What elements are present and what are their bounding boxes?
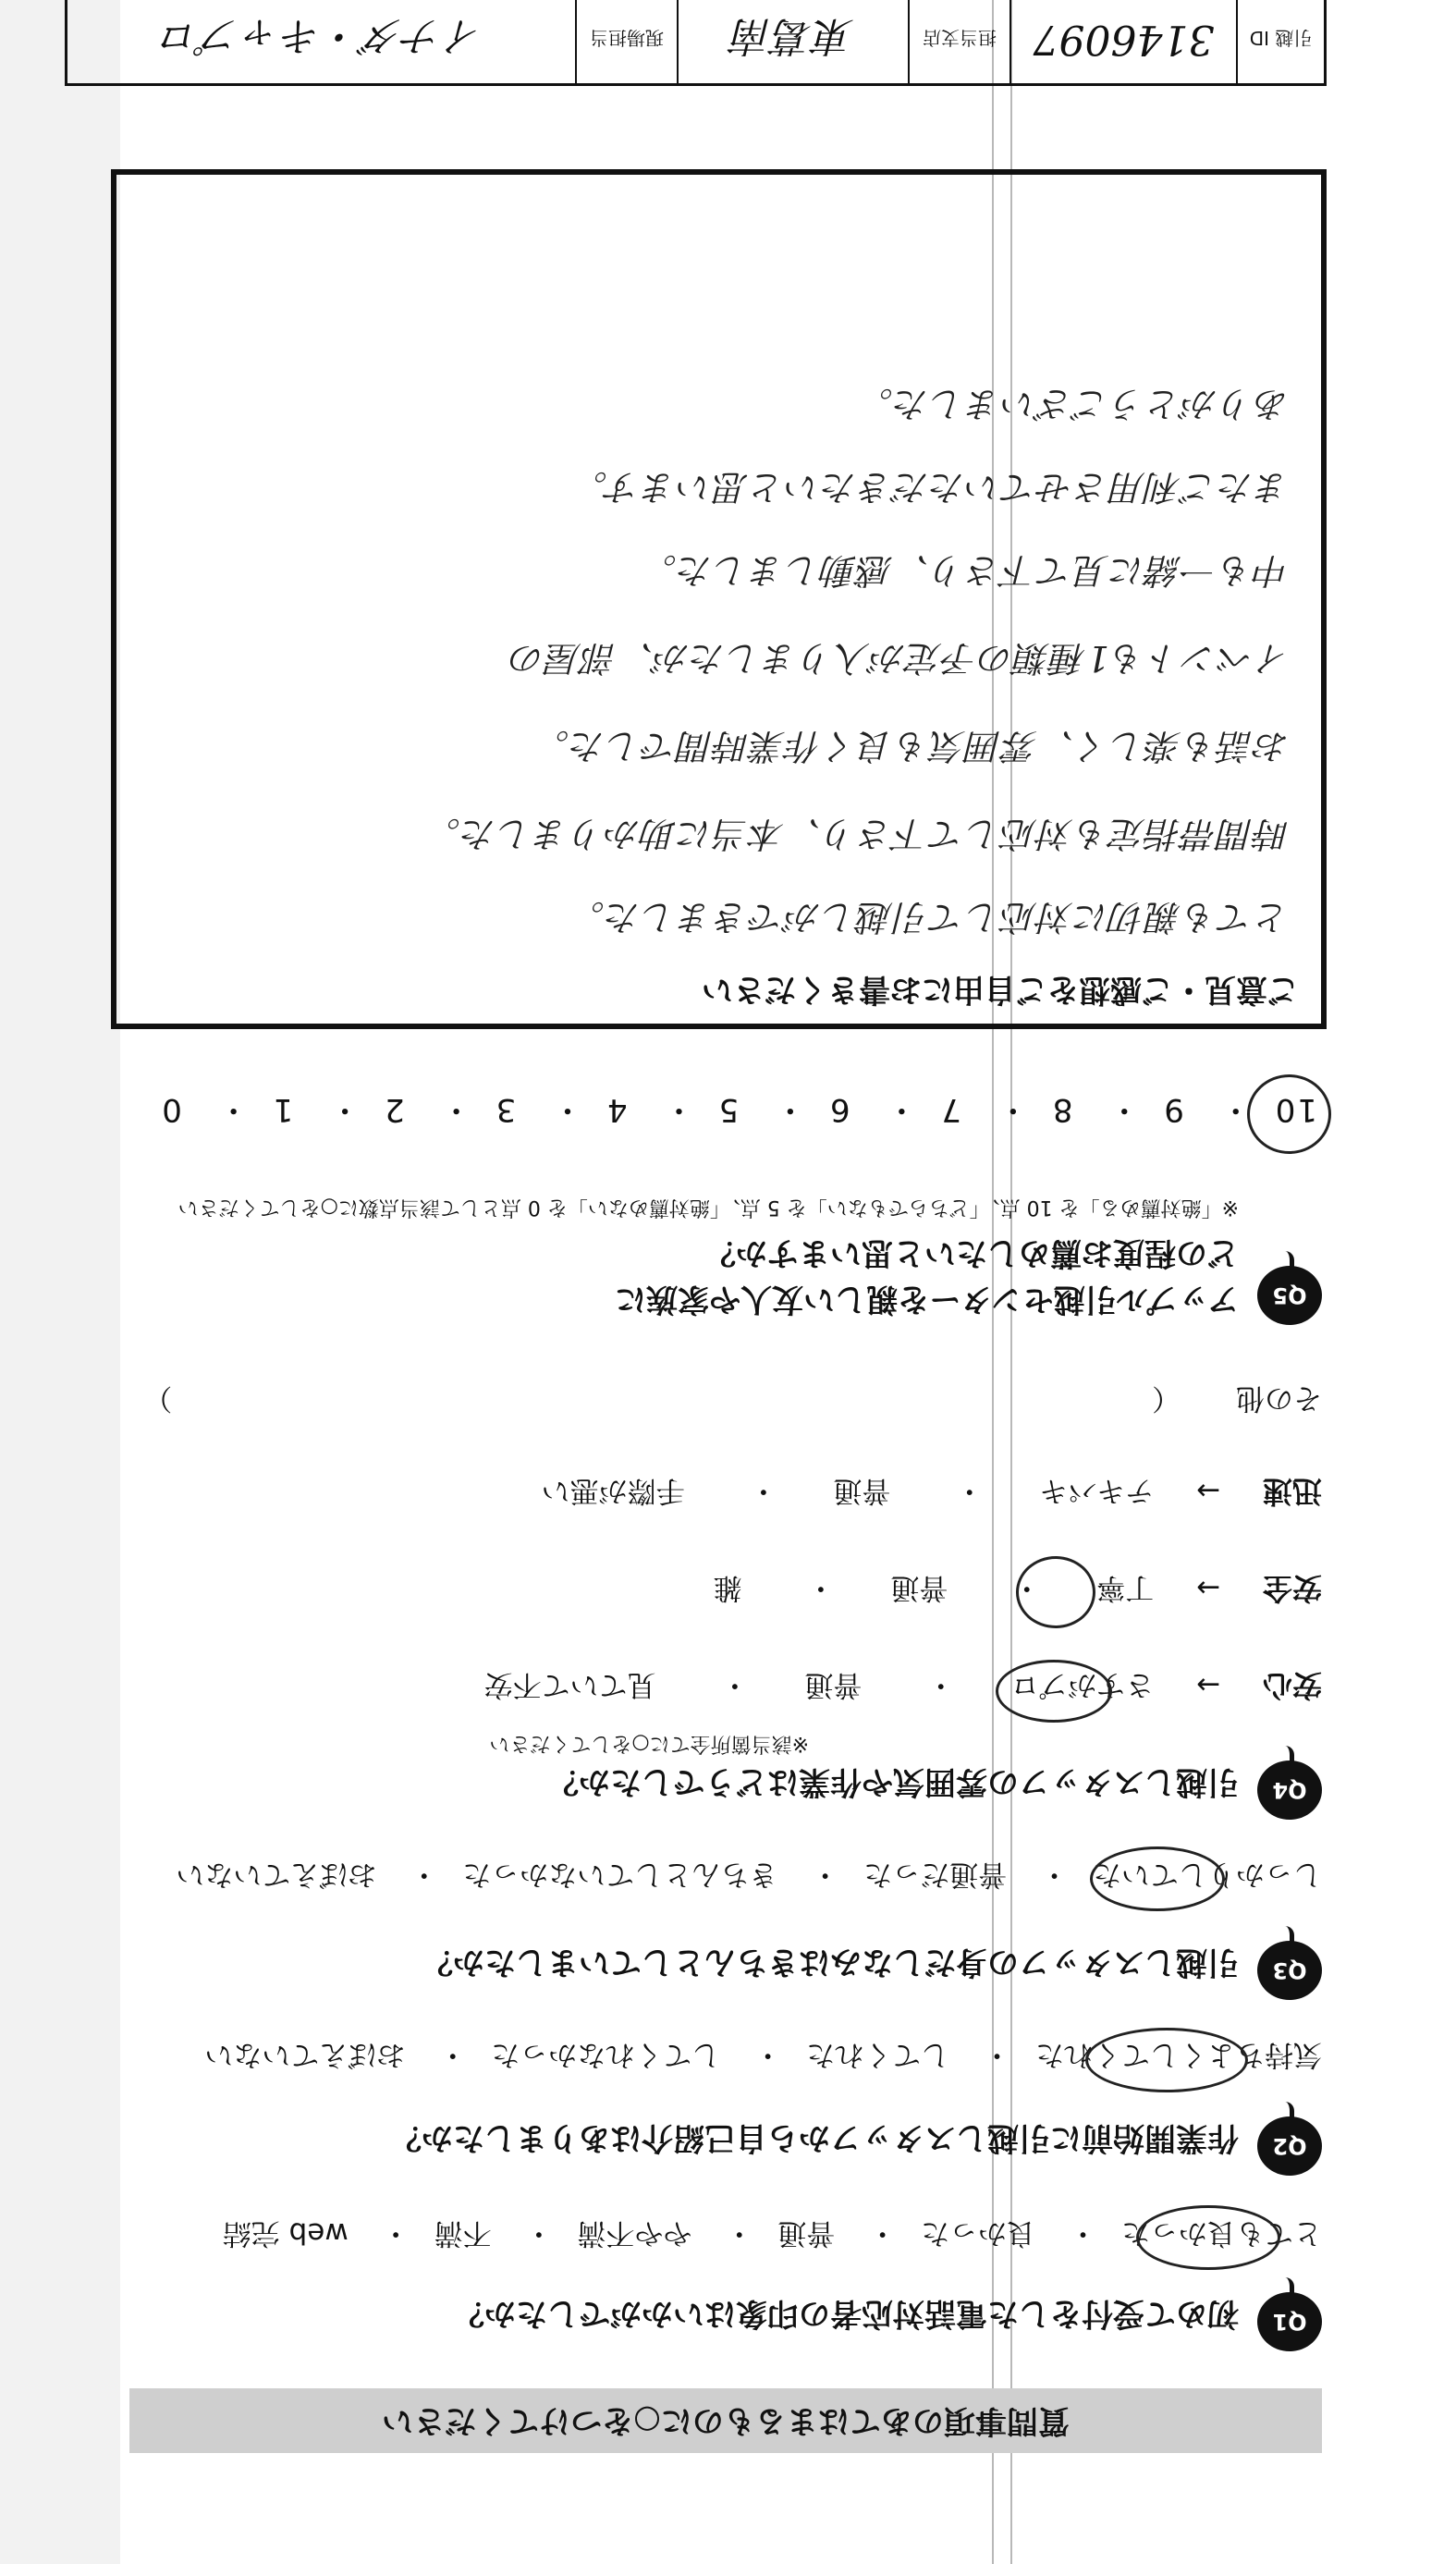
q4-note: ※該当箇所全てに○をしてください (489, 1732, 809, 1755)
q4-other (143, 1380, 1322, 1422)
id-value-cell (1009, 0, 1236, 83)
q3-title: 引越しスタッフの身だしなみはきちんとしていましたか？ (422, 1944, 1239, 1981)
q5-score[interactable]: 7 (939, 1091, 962, 1128)
q5-score[interactable]: 6 (827, 1091, 850, 1128)
comment-line: またご利用させていただきたいと思います。 (571, 467, 1290, 508)
q5-badge: Q5 (1257, 1266, 1322, 1325)
q3-option[interactable]: きちんとしていなかった (462, 1858, 778, 1891)
q5-score[interactable]: 5 (716, 1091, 740, 1128)
q5-score[interactable]: 9 (1162, 1091, 1184, 1128)
q3-selection-mark (1090, 1846, 1225, 1911)
q1-option[interactable]: とても良かった (1121, 2216, 1322, 2250)
comment-line: 時間帯指定も対応して下さり、本当に助かりました。 (423, 814, 1290, 854)
branch-value-cell (677, 0, 908, 83)
q4-other-open: （ (1152, 1381, 1181, 1415)
q5-title-line1: アップル引越センターを親しい友人や家族に (615, 1281, 1239, 1318)
q1-badge: Q1 (1257, 2292, 1322, 2351)
q2-option[interactable]: おぼえていない (204, 2038, 406, 2071)
q1-options: とても良かった・ 良かった・ 普通・ やや不満・ 不満・ web 完結 (223, 2215, 1322, 2257)
comment-line: イベントも1種類の予定が入りましたが、部屋の (508, 638, 1290, 679)
q2-badge: Q2 (1257, 2116, 1322, 2176)
q5-score[interactable]: 4 (606, 1091, 628, 1128)
q4-option[interactable]: 普通 (890, 1571, 948, 1604)
q4-option[interactable]: 普通 (833, 1474, 891, 1507)
id-label-cell (1236, 0, 1324, 83)
comment-title: ご意見・ご感想をご自由にお書きください (702, 971, 1299, 1008)
q1-option[interactable]: web 完結 (222, 2216, 349, 2250)
q2-option[interactable]: 気持ちよくしてくれた (1035, 2038, 1322, 2071)
q4-row-safety: 安全 → 丁寧・ 普通・ 雑 (714, 1569, 1322, 1612)
q5-score[interactable]: 8 (1050, 1091, 1073, 1128)
q4-other-label: その他 (1236, 1381, 1322, 1415)
q3-options: しっかりしていた・ 普通だった・ きちんとしていなかった・ おぼえていない (176, 1857, 1322, 1898)
q5-note: ※「絶対薦める」を 10 点、「どちらでもない」を 5 点、「絶対薦めない」を 0 点として該当点数に○をしてください (177, 1196, 1239, 1219)
q2-option[interactable]: してくれた (806, 2038, 950, 2071)
q5-selection-mark (1247, 1074, 1331, 1154)
comment-line: とても親切に対応して引越しができました。 (568, 897, 1290, 938)
q5-scale: 10・ 9・ 8・ 7・ 6・ 5・ 4・ 3・ 2・ 1・ 0 (160, 1091, 1317, 1128)
q4-row-label: 安心 (1262, 1668, 1322, 1703)
q4-badge: Q4 (1257, 1760, 1322, 1820)
q4-option[interactable]: 普通 (804, 1668, 863, 1701)
q4-option[interactable]: テキパキ (1039, 1474, 1155, 1507)
comment-line: ありがとうございました。 (856, 384, 1290, 424)
q4-row-label: 迅速 (1262, 1474, 1322, 1509)
q3-badge: Q3 (1257, 1941, 1322, 2000)
q2-title: 作業開始前に引越しスタッフから自己紹介はありましたか？ (390, 2119, 1239, 2156)
q5-score[interactable]: 10 (1273, 1091, 1317, 1128)
id-label: 引越 ID (1249, 27, 1313, 50)
instructions-banner: 質問事項のあてはまるものに○をつけてください (129, 2388, 1322, 2453)
q4-option[interactable]: 丁寧 (1096, 1571, 1155, 1604)
q2-selection-mark (1085, 2028, 1248, 2092)
q4-option[interactable]: 手際が悪い (541, 1474, 685, 1507)
q4-row-speed: 迅速 → テキパキ・ 普通・ 手際が悪い (542, 1472, 1322, 1515)
branch-value[interactable]: 東葛南 (732, 12, 854, 59)
q5-score[interactable]: 1 (271, 1091, 294, 1128)
q1-option[interactable]: 良かった (921, 2216, 1036, 2250)
staff-label: 現場担当 (590, 27, 664, 50)
staff-label-cell (575, 0, 677, 83)
comment-line: 中も一緒に見て下さり、感動しました。 (640, 550, 1290, 591)
q1-selection-mark (1136, 2205, 1280, 2270)
id-value[interactable]: 3146097 (1033, 16, 1215, 64)
q1-title: 初めて受付をした電話対応者の印象はいかがでしたか？ (453, 2295, 1239, 2332)
q5-title-line2: どの程度お薦めしたいと思いますか？ (704, 1234, 1239, 1271)
q4-other-close: ） (143, 1381, 173, 1415)
q4-title: 引越しスタッフの雰囲気や作業はどうでしたか？ (547, 1763, 1239, 1800)
q2-option[interactable]: してくれなかった (491, 2038, 721, 2071)
q1-option[interactable]: 不満 (434, 2216, 492, 2250)
staff-value-cell (67, 0, 575, 83)
q4-option[interactable]: さすがプロ (1010, 1668, 1155, 1701)
q3-option[interactable]: しっかりしていた (1093, 1858, 1322, 1891)
q2-options: 気持ちよくしてくれた・ してくれた・ してくれなかった・ おぼえていない (204, 2037, 1322, 2079)
info-table (65, 0, 1327, 86)
scan-edge (0, 0, 120, 2564)
q4-row-label: 安全 (1262, 1571, 1322, 1606)
q3-option[interactable]: おぼえていない (176, 1858, 377, 1891)
q4-relief-selection-mark (996, 1660, 1112, 1723)
q1-option[interactable]: 普通 (777, 2216, 836, 2250)
q5-score[interactable]: 0 (160, 1091, 182, 1128)
q4-safety-selection-mark (1016, 1556, 1095, 1628)
q5-score[interactable]: 2 (383, 1091, 405, 1128)
q1-option[interactable]: やや不満 (577, 2216, 692, 2250)
comment-line: お話も楽しく、雰囲気も良く作業時間でした。 (532, 726, 1290, 767)
branch-label-cell (908, 0, 1009, 83)
q4-option[interactable]: 見ていて不安 (483, 1668, 656, 1701)
q4-row-relief: 安心 → さすがプロ・ 普通・ 見ていて不安 (484, 1666, 1322, 1709)
branch-label: 担当支店 (923, 27, 997, 50)
staff-value[interactable]: イナダ・キャプロ (159, 12, 483, 59)
q4-option[interactable]: 雑 (713, 1571, 742, 1604)
q3-option[interactable]: 普通だった (863, 1858, 1008, 1891)
q5-score[interactable]: 3 (494, 1091, 517, 1128)
